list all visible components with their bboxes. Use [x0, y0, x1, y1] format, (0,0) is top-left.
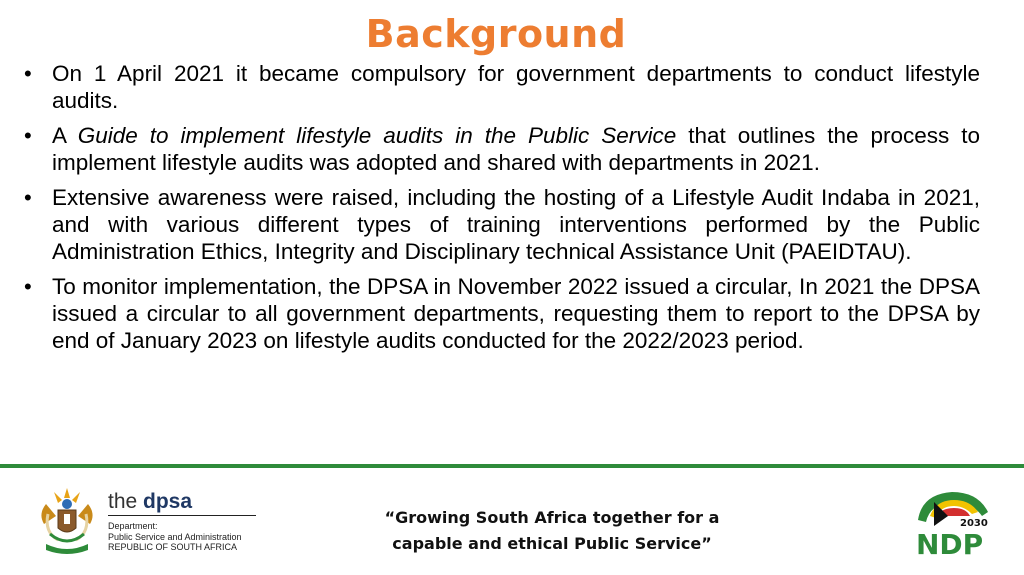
bullet-text: Extensive awareness were raised, including the hosting of a Lifestyle Audit Indaba in 2021, and with various different types of training interventions performed by the Public Administration Ethics, Integrity and Disciplinary technical Assistance Unit (PAEIDTAU). [52, 185, 980, 264]
bullet-text: To monitor implementation, the DPSA in November 2022 issued a circular, In 2021 the DPSA issued a circular to all government departments, requesting them to report to the DPSA by end of January 2023 on lifestyle audits conducted for the 2022/2023 period. [52, 274, 980, 353]
bullet-text-italic: Guide to implement lifestyle audits in the Public Service [77, 123, 677, 148]
bullet-text: A [52, 123, 78, 148]
bullet-list [22, 60, 980, 362]
coat-of-arms-icon [36, 484, 98, 556]
ndp-year: 2030 [960, 518, 988, 529]
ndp-logo-icon [912, 486, 992, 558]
ndp-text: NDP [916, 528, 984, 558]
dpsa-wordmark [108, 490, 258, 553]
bullet-dot-icon: • [24, 185, 32, 210]
footer-slogan [352, 505, 752, 557]
bullet-text: On 1 April 2021 it became compulsory for government departments to conduct lifestyle audits. [52, 61, 980, 113]
bullet-dot-icon: • [24, 123, 32, 148]
bullet-item [22, 273, 980, 354]
republic-label: REPUBLIC OF SOUTH AFRICA [108, 542, 238, 552]
dpsa-logo [36, 484, 266, 556]
department-name: Public Service and Administration [108, 531, 242, 542]
slogan-line-1: “Growing South Africa together for a [384, 508, 720, 527]
bullet-item [22, 122, 980, 176]
bullet-item [22, 184, 980, 265]
bullet-text: that outlines the process to implement lifestyle audits was adopted and shared with departments in 2021. [52, 123, 980, 175]
slide-title: Background [365, 12, 627, 56]
dpsa-brand: the dpsa [108, 490, 256, 516]
bullet-dot-icon: • [24, 61, 32, 86]
bullet-dot-icon: • [24, 274, 32, 299]
slogan-line-2: capable and ethical Public Service” [392, 534, 712, 553]
department-label: Department: [108, 521, 158, 531]
footer-divider [0, 464, 1024, 468]
bullet-item [22, 60, 980, 114]
